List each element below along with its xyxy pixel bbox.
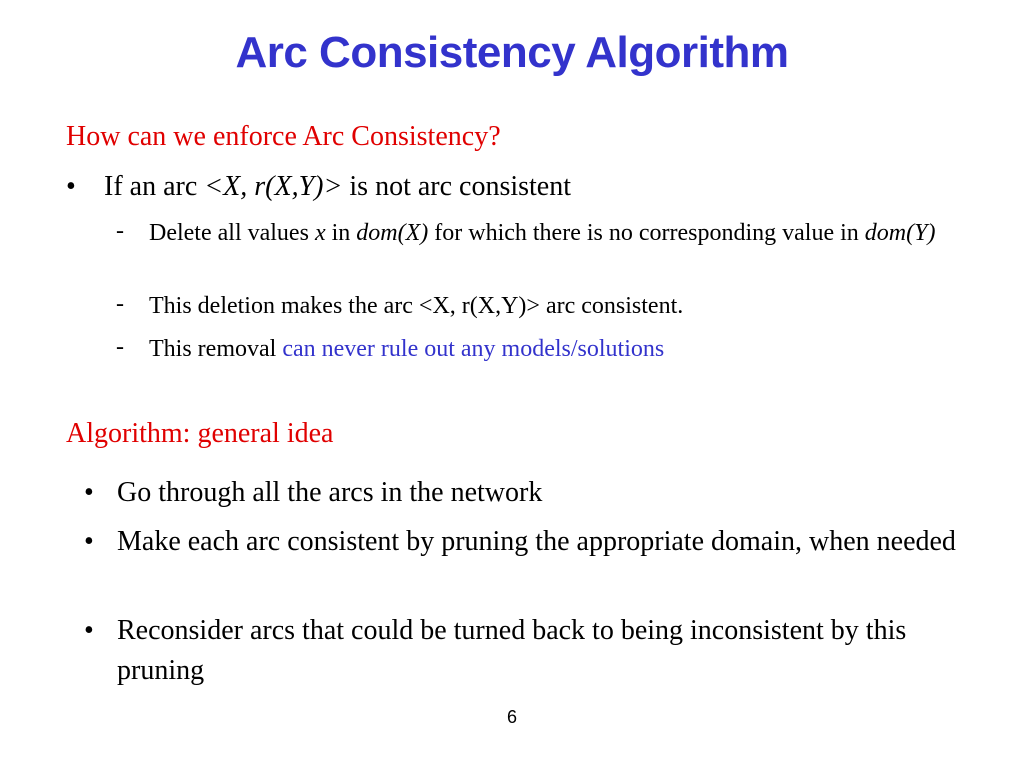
bullet-icon: • xyxy=(66,171,76,202)
variable-x: x xyxy=(314,220,326,246)
dash-icon: - xyxy=(116,334,124,360)
section-heading-enforce: How can we enforce Arc Consistency? xyxy=(66,121,501,152)
arc-notation: <X, r(X,Y)> xyxy=(204,171,343,202)
bullet-text: Reconsider arcs that could be turned back to being inconsistent by this pruning xyxy=(117,615,907,686)
text-fragment: for which there is no corresponding value in xyxy=(428,220,865,246)
bullet-text: Make each arc consistent by pruning the appropriate domain, when needed xyxy=(117,526,956,557)
highlight-text: can never rule out any models/solutions xyxy=(282,336,665,362)
sub-item-text xyxy=(149,218,979,248)
text-fragment: Delete all values xyxy=(149,220,315,246)
bullet-prefix: If an arc xyxy=(104,171,205,202)
slide-title: Arc Consistency Algorithm xyxy=(235,28,789,77)
sub-item-text: This deletion makes the arc <X, r(X,Y)> arc consistent. xyxy=(149,293,684,319)
bullet-icon: • xyxy=(84,615,94,646)
bullet-icon: • xyxy=(84,477,94,508)
sub-item-text xyxy=(149,334,979,364)
bullet-text: Go through all the arcs in the network xyxy=(117,477,543,508)
text-fragment: in xyxy=(325,220,357,246)
text-fragment: This removal xyxy=(149,336,283,362)
dash-icon: - xyxy=(116,218,124,244)
domain-y: dom(Y) xyxy=(864,220,936,246)
domain-x: dom(X) xyxy=(356,220,429,246)
bullet-icon: • xyxy=(84,526,94,557)
bullet-text xyxy=(104,170,571,204)
page-number: 6 xyxy=(506,707,517,727)
section-heading-algorithm: Algorithm: general idea xyxy=(66,418,334,449)
dash-icon: - xyxy=(116,291,124,317)
bullet-suffix: is not arc consistent xyxy=(342,171,572,202)
